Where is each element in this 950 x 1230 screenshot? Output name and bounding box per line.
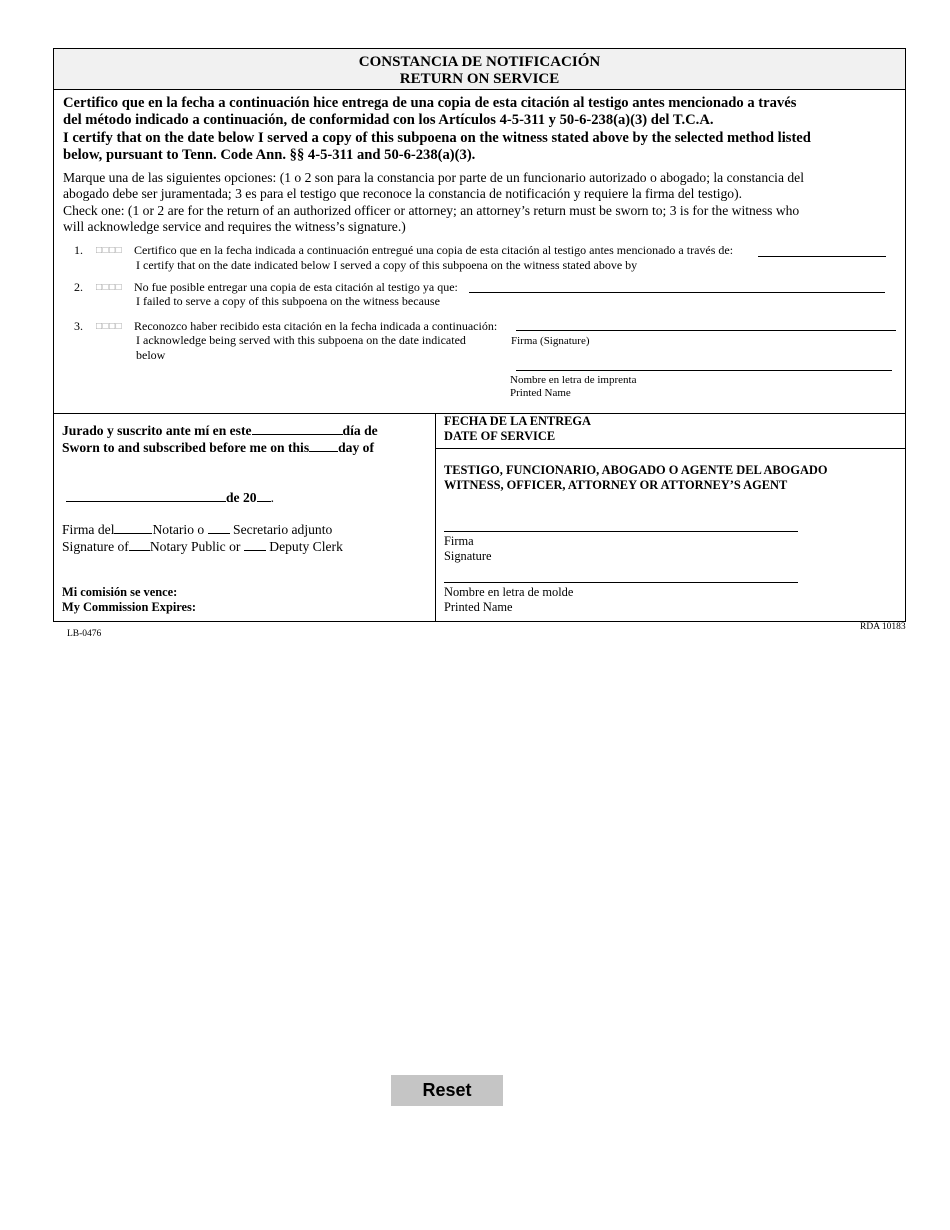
witness-printed-name-es: Nombre en letra de imprenta (510, 374, 637, 386)
agent-printed-name-field[interactable] (444, 582, 798, 583)
option-1-text-es: Certifico que en la fecha indicada a continuación entregué una copia de esta citación al testigo antes mencionado a través de: (134, 243, 734, 257)
clerk-check-en[interactable] (244, 539, 266, 551)
date-of-service-es: FECHA DE LA ENTREGA (444, 414, 591, 428)
witness-printed-name-field[interactable] (516, 370, 892, 371)
instructions-line-2: abogado debe ser juramentada; 3 es para el testigo que reconoce la constancia de notificación y requiere la firma del testigo). (63, 186, 743, 202)
option-3-text-es: Reconozco haber recibido esta citación en la fecha indicada a continuación: (134, 319, 498, 333)
certify-line-2: del método indicado a continuación, de conformidad con los Artículos 4-5-311 y 50-6-238(a)(3) del T.C.A. (63, 112, 714, 129)
sworn-day-field[interactable] (252, 423, 343, 435)
date-divider (435, 448, 906, 449)
option-3-text-en-2: below (136, 348, 166, 362)
instructions-line-1: Marque una de las siguientes opciones: (1 o 2 son para la constancia por parte de un funcionario autorizado o abogado; la constancia del (63, 170, 804, 185)
instructions-line-3: Check one: (1 or 2 are for the return of an authorized officer or attorney; an attorney’s return must be sworn to; 3 is for the witness who (63, 202, 800, 218)
agent-title-en: WITNESS, OFFICER, ATTORNEY OR ATTORNEY’S AGENT (444, 478, 788, 492)
commission-expires-es: Mi comisión se vence: (62, 585, 178, 599)
sworn-year-line: de 20 . (66, 490, 274, 507)
certify-line-1: Certifico que en la fecha a continuación hice entrega de una copia de esta citación al testigo antes mencionado a través (63, 95, 797, 111)
agent-firma-label: Firma (444, 534, 474, 548)
sworn-year-field[interactable] (257, 490, 271, 502)
certify-line-3: I certify that on the date below I served a copy of this subpoena on the witness stated above by the selected method listed (63, 129, 811, 146)
date-of-service-en: DATE OF SERVICE (444, 429, 556, 443)
option-2-checkbox[interactable]: □□□□ (96, 282, 123, 293)
agent-signature-field[interactable] (444, 531, 798, 532)
sworn-line-en: Sworn to and subscribed before me on this day of (62, 440, 374, 455)
option-3-text-en-1: I acknowledge being served with this subpoena on the date indicated (136, 333, 466, 347)
sworn-day-en-field[interactable] (309, 440, 338, 452)
return-on-service-form (53, 48, 906, 622)
instructions (63, 170, 893, 236)
option-1-number: 1. (74, 243, 83, 257)
signature-of-en: Signature of Notary Public or Deputy Clerk (62, 539, 343, 554)
commission-expires-en: My Commission Expires: (62, 600, 197, 614)
option-1-checkbox[interactable]: □□□□ (96, 245, 123, 256)
option-2-number: 2. (74, 280, 83, 294)
option-2-text-es: No fue posible entregar una copia de esta citación al testigo ya que: (134, 280, 458, 294)
option-3-checkbox[interactable]: □□□□ (96, 321, 123, 332)
form-code-left: LB-0476 (67, 629, 102, 639)
agent-signature-label: Signature (444, 549, 492, 563)
instructions-line-4: will acknowledge service and requires the witness’s signature.) (63, 219, 406, 235)
form-code-right: RDA 10183 (860, 622, 906, 632)
witness-signature-field[interactable] (516, 330, 896, 331)
option-1-method-field[interactable] (758, 256, 886, 257)
option-2-text-en: I failed to serve a copy of this subpoena on the witness because (136, 294, 440, 308)
option-2-reason-field[interactable] (469, 292, 885, 293)
sworn-month-field[interactable] (66, 490, 226, 502)
agent-printed-name-en: Printed Name (444, 600, 513, 614)
agent-printed-name-es: Nombre en letra de molde (444, 585, 574, 599)
sworn-line-es: Jurado y suscrito ante mí en este día de (62, 423, 378, 438)
signature-of-es: Firma del Notario o Secretario adjunto (62, 522, 333, 537)
option-1-text-en: I certify that on the date indicated below I served a copy of this subpoena on the witness stated above by (136, 258, 638, 272)
witness-signature-label: Firma (Signature) (511, 335, 590, 347)
certification-statement (63, 95, 893, 164)
agent-title-es: TESTIGO, FUNCIONARIO, ABOGADO O AGENTE DEL ABOGADO (444, 463, 828, 477)
form-header (54, 49, 905, 90)
certify-line-4: below, pursuant to Tenn. Code Ann. §§ 4-5-311 and 50-6-238(a)(3). (63, 146, 476, 163)
witness-printed-name-en: Printed Name (510, 387, 571, 399)
notary-check-es[interactable] (114, 522, 152, 534)
reset-button[interactable]: Reset (391, 1075, 503, 1106)
notary-check-en[interactable] (129, 539, 150, 551)
option-3-number: 3. (74, 319, 83, 333)
header-title-es: CONSTANCIA DE NOTIFICACIÓN (358, 54, 601, 70)
header-title-en: RETURN ON SERVICE (399, 71, 560, 87)
clerk-check-es[interactable] (208, 522, 230, 534)
column-divider (435, 413, 436, 622)
